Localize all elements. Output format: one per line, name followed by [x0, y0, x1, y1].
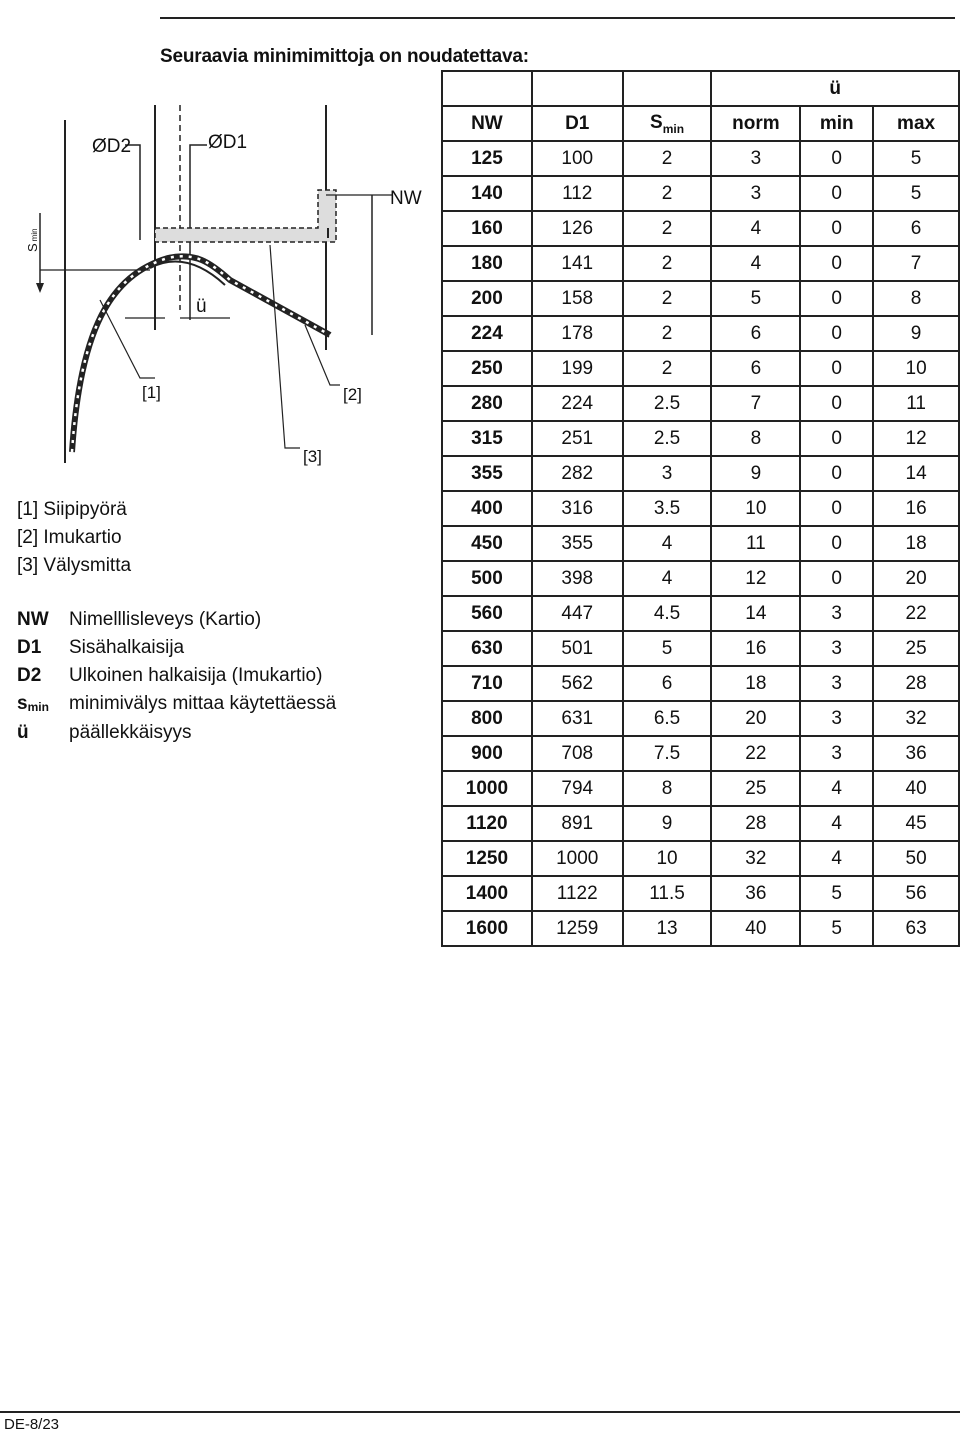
- table-row: [442, 351, 959, 386]
- symbol-text: Ulkoinen halkaisija (Imukartio): [69, 665, 323, 686]
- table-row: [442, 666, 959, 701]
- table-cell: 11.5: [623, 876, 712, 911]
- table-header-s-main: S: [650, 111, 663, 133]
- top-rule: [160, 17, 955, 19]
- table-cell: 36: [873, 736, 959, 771]
- table-header-empty: [532, 71, 623, 106]
- table-cell: 25: [711, 771, 800, 806]
- s-min-label: [25, 228, 40, 252]
- symbol-key: NW: [17, 609, 49, 630]
- table-row: [442, 911, 959, 946]
- symbol-text: minimivälys mittaa käytettäessä: [69, 693, 337, 714]
- part-1-label: [1]: [142, 383, 161, 402]
- table-cell: 36: [711, 876, 800, 911]
- table-cell: 0: [800, 561, 873, 596]
- table-row: [442, 841, 959, 876]
- table-cell: 6: [873, 211, 959, 246]
- table-cell: 0: [800, 526, 873, 561]
- table-cell: 8: [623, 771, 712, 806]
- table-cell: 160: [442, 211, 532, 246]
- table-cell: 447: [532, 596, 623, 631]
- table-cell: 4.5: [623, 596, 712, 631]
- symbol-row: [17, 606, 336, 634]
- table-cell: 3: [800, 666, 873, 701]
- table-cell: 18: [711, 666, 800, 701]
- table-cell: 140: [442, 176, 532, 211]
- table-row: [442, 316, 959, 351]
- table-cell: 630: [442, 631, 532, 666]
- table-cell: 2: [623, 351, 712, 386]
- symbol-row: [17, 662, 336, 690]
- table-cell: 6: [623, 666, 712, 701]
- table-cell: 28: [711, 806, 800, 841]
- table-header-nw: NW: [442, 106, 532, 141]
- table-cell: 1000: [532, 841, 623, 876]
- table-cell: 3.5: [623, 491, 712, 526]
- table-cell: 20: [873, 561, 959, 596]
- table-cell: 794: [532, 771, 623, 806]
- table-cell: 5: [623, 631, 712, 666]
- table-row: [442, 386, 959, 421]
- table-cell: 9: [623, 806, 712, 841]
- s-min-label-sub: min: [30, 228, 39, 242]
- page-title: Seuraavia minimimittoja on noudatettava:: [160, 46, 529, 67]
- table-header-row: [442, 106, 959, 141]
- table-cell: 141: [532, 246, 623, 281]
- table-cell: 2: [623, 176, 712, 211]
- table-cell: 0: [800, 491, 873, 526]
- table-cell: 10: [623, 841, 712, 876]
- table-cell: 5: [873, 176, 959, 211]
- symbol-key: D1: [17, 637, 42, 658]
- table-cell: 100: [532, 141, 623, 176]
- table-cell: 900: [442, 736, 532, 771]
- table-cell: 9: [711, 456, 800, 491]
- table-cell: 4: [623, 561, 712, 596]
- table-cell: 3: [800, 596, 873, 631]
- table-cell: 16: [711, 631, 800, 666]
- table-cell: 1122: [532, 876, 623, 911]
- table-row: [442, 561, 959, 596]
- table-cell: 14: [873, 456, 959, 491]
- table-row: [442, 806, 959, 841]
- table-cell: 25: [873, 631, 959, 666]
- symbol-row: [17, 719, 336, 747]
- parts-legend-item: [2] Imukartio: [17, 527, 122, 548]
- table-cell: 5: [800, 876, 873, 911]
- table-cell: 12: [711, 561, 800, 596]
- d2-label: ØD2: [92, 136, 132, 157]
- table-cell: 50: [873, 841, 959, 876]
- symbols-legend: [17, 606, 336, 747]
- table-cell: 10: [711, 491, 800, 526]
- table-cell: 199: [532, 351, 623, 386]
- table-row: [442, 876, 959, 911]
- table-row: [442, 701, 959, 736]
- table-header-empty: [442, 71, 532, 106]
- table-cell: 562: [532, 666, 623, 701]
- table-row: [442, 281, 959, 316]
- table-cell: 501: [532, 631, 623, 666]
- table-cell: 2.5: [623, 421, 712, 456]
- table-cell: 0: [800, 176, 873, 211]
- table-cell: 32: [873, 701, 959, 736]
- table-cell: 16: [873, 491, 959, 526]
- table-cell: 224: [442, 316, 532, 351]
- table-cell: 45: [873, 806, 959, 841]
- table-cell: 0: [800, 386, 873, 421]
- table-cell: 3: [711, 141, 800, 176]
- table-cell: 1600: [442, 911, 532, 946]
- table-cell: 18: [873, 526, 959, 561]
- symbol-key: ü: [17, 722, 29, 743]
- symbol-row: [17, 690, 336, 719]
- table-cell: 2: [623, 211, 712, 246]
- table-cell: 355: [532, 526, 623, 561]
- table-cell: 450: [442, 526, 532, 561]
- table-cell: 125: [442, 141, 532, 176]
- table-cell: 1000: [442, 771, 532, 806]
- table-header-norm: norm: [711, 106, 800, 141]
- table-header-d1: D1: [532, 106, 623, 141]
- table-cell: 355: [442, 456, 532, 491]
- table-cell: 158: [532, 281, 623, 316]
- table-cell: 6.5: [623, 701, 712, 736]
- table-cell: 2: [623, 246, 712, 281]
- table-cell: 400: [442, 491, 532, 526]
- table-cell: 40: [711, 911, 800, 946]
- table-cell: 315: [442, 421, 532, 456]
- footer-rule: [0, 1411, 960, 1413]
- table-cell: 5: [800, 911, 873, 946]
- table-cell: 251: [532, 421, 623, 456]
- table-cell: 6: [711, 316, 800, 351]
- u-label: ü: [196, 296, 207, 317]
- table-cell: 4: [623, 526, 712, 561]
- table-cell: 7: [873, 246, 959, 281]
- table-cell: 1120: [442, 806, 532, 841]
- symbol-key: [17, 690, 69, 719]
- part-2-label: [2]: [343, 385, 362, 404]
- table-row: [442, 631, 959, 666]
- table-row: [442, 456, 959, 491]
- part-3-label: [3]: [303, 447, 322, 466]
- parts-legend-item: [3] Välysmitta: [17, 555, 132, 576]
- table-cell: 891: [532, 806, 623, 841]
- table-cell: 0: [800, 211, 873, 246]
- table-row: [442, 771, 959, 806]
- table-cell: 282: [532, 456, 623, 491]
- table-cell: 7: [711, 386, 800, 421]
- table-cell: 3: [711, 176, 800, 211]
- table-cell: 1400: [442, 876, 532, 911]
- table-row: [442, 246, 959, 281]
- table-row: [442, 736, 959, 771]
- table-cell: 200: [442, 281, 532, 316]
- table-cell: 28: [873, 666, 959, 701]
- table-cell: 22: [873, 596, 959, 631]
- table-cell: 4: [711, 211, 800, 246]
- table-row: [442, 526, 959, 561]
- table-cell: 112: [532, 176, 623, 211]
- table-cell: 20: [711, 701, 800, 736]
- symbol-text: Sisähalkaisija: [69, 637, 185, 658]
- table-cell: 4: [800, 771, 873, 806]
- parts-legend-item: [1] Siipipyörä: [17, 499, 127, 520]
- table-cell: 13: [623, 911, 712, 946]
- table-cell: 3: [800, 736, 873, 771]
- symbol-key-main: s: [17, 693, 28, 714]
- table-cell: 56: [873, 876, 959, 911]
- table-cell: 4: [711, 246, 800, 281]
- table-cell: 1250: [442, 841, 532, 876]
- page-number: DE-8/23: [4, 1416, 60, 1433]
- table-cell: 0: [800, 141, 873, 176]
- table-cell: 800: [442, 701, 532, 736]
- table-cell: 4: [800, 841, 873, 876]
- table-cell: 1259: [532, 911, 623, 946]
- table-cell: 180: [442, 246, 532, 281]
- table-cell: 5: [711, 281, 800, 316]
- nw-dimension-label: NW: [390, 188, 422, 209]
- table-cell: 0: [800, 421, 873, 456]
- table-cell: 2: [623, 316, 712, 351]
- table-cell: 0: [800, 246, 873, 281]
- table-cell: 5: [873, 141, 959, 176]
- table-cell: 631: [532, 701, 623, 736]
- table-cell: 0: [800, 316, 873, 351]
- table-cell: 11: [711, 526, 800, 561]
- table-cell: 3: [623, 456, 712, 491]
- s-min-label-main: S: [25, 243, 40, 252]
- table-cell: 710: [442, 666, 532, 701]
- table-cell: 0: [800, 281, 873, 316]
- table-row: [442, 176, 959, 211]
- table-cell: 280: [442, 386, 532, 421]
- table-cell: 0: [800, 351, 873, 386]
- table-header-s-sub: min: [662, 121, 685, 136]
- table-row: [442, 211, 959, 246]
- table-cell: 560: [442, 596, 532, 631]
- table-cell: 500: [442, 561, 532, 596]
- parts-legend: [17, 496, 131, 580]
- table-cell: 708: [532, 736, 623, 771]
- dimensions-table: [441, 70, 960, 947]
- table-cell: 9: [873, 316, 959, 351]
- table-cell: 316: [532, 491, 623, 526]
- table-cell: 14: [711, 596, 800, 631]
- table-cell: 10: [873, 351, 959, 386]
- table-header-s-min: [623, 106, 712, 141]
- table-row: [442, 596, 959, 631]
- table-cell: 2: [623, 141, 712, 176]
- table-cell: 3: [800, 631, 873, 666]
- table-cell: 224: [532, 386, 623, 421]
- table-row: [442, 491, 959, 526]
- table-cell: 7.5: [623, 736, 712, 771]
- table-cell: 178: [532, 316, 623, 351]
- table-group-header-row: [442, 71, 959, 106]
- table-cell: 2: [623, 281, 712, 316]
- d1-label: ØD1: [208, 132, 248, 153]
- table-header-empty: [623, 71, 712, 106]
- table-cell: 8: [711, 421, 800, 456]
- table-row: [442, 141, 959, 176]
- table-row: [442, 421, 959, 456]
- table-cell: 40: [873, 771, 959, 806]
- symbol-text: Nimelllisleveys (Kartio): [69, 609, 262, 630]
- table-header-overlap-group: ü: [711, 71, 959, 106]
- symbol-text: päällekkäisyys: [69, 722, 192, 743]
- table-cell: 250: [442, 351, 532, 386]
- table-cell: 3: [800, 701, 873, 736]
- table-cell: 126: [532, 211, 623, 246]
- table-cell: 63: [873, 911, 959, 946]
- symbol-key-sub: min: [27, 700, 49, 714]
- table-cell: 398: [532, 561, 623, 596]
- table-cell: 22: [711, 736, 800, 771]
- table-cell: 0: [800, 456, 873, 491]
- fan-inlet-diagram: [0, 95, 440, 475]
- table-cell: 6: [711, 351, 800, 386]
- symbol-key: D2: [17, 665, 42, 686]
- symbol-row: [17, 634, 336, 662]
- table-cell: 2.5: [623, 386, 712, 421]
- table-cell: 4: [800, 806, 873, 841]
- table-cell: 11: [873, 386, 959, 421]
- table-cell: 32: [711, 841, 800, 876]
- table-cell: 8: [873, 281, 959, 316]
- table-header-min: min: [800, 106, 873, 141]
- table-cell: 12: [873, 421, 959, 456]
- table-header-max: max: [873, 106, 959, 141]
